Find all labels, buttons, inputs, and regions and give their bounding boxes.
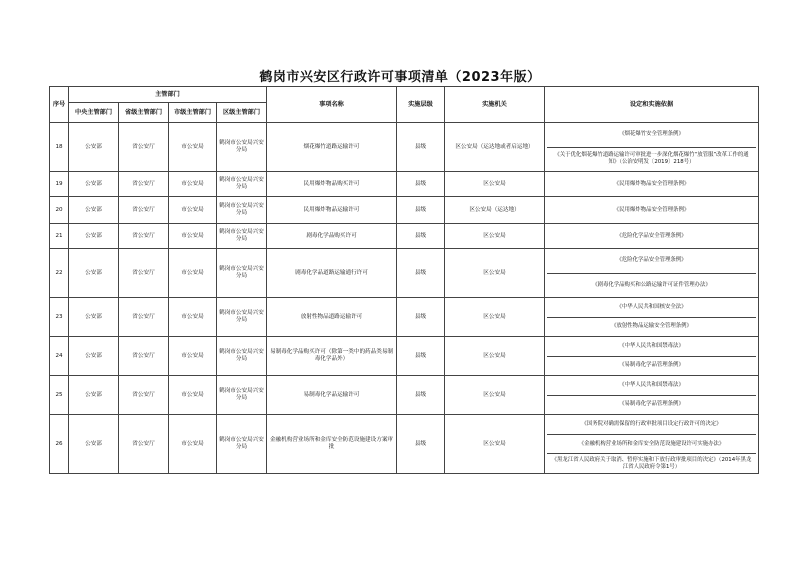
- header-province: 省级主管部门: [119, 103, 169, 123]
- table-row: [50, 172, 759, 197]
- basis-item: 《黑龙江省人民政府关于取消、暂停实施和下放行政审批项目的决定》（2014年黑龙江省人民政府令第1号）: [547, 453, 756, 473]
- seq-cell: 26: [50, 415, 69, 474]
- basis-cell: [545, 337, 759, 376]
- header-dept-group: 主管部门: [69, 87, 267, 103]
- city-dept-cell: 市公安局: [169, 337, 217, 376]
- seq-cell: 21: [50, 224, 69, 249]
- central-dept-cell: 公安部: [69, 172, 119, 197]
- seq-cell: 22: [50, 249, 69, 298]
- basis-item: 《关于优化烟花爆竹道路运输许可审批进一步深化烟花爆竹“放管服”改革工作的通知》（公治安明发〔2019〕218号）: [547, 147, 756, 172]
- basis-item: 《烟花爆竹安全管理条例》: [619, 131, 684, 138]
- basis-list: [547, 123, 756, 171]
- agency-cell: 区公安局: [445, 337, 545, 376]
- header-item-name: 事项名称: [267, 87, 397, 123]
- district-dept-cell: 鹤岗市公安局兴安分局: [217, 337, 267, 376]
- item-name-cell: 烟花爆竹道路运输许可: [267, 123, 397, 172]
- header-basis: 设定和实施依据: [545, 87, 759, 123]
- header-level: 实施层级: [397, 87, 445, 123]
- central-dept-cell: 公安部: [69, 197, 119, 224]
- basis-item: 《金融机构营业场所和金库安全防范设施建设许可实施办法》: [547, 434, 756, 454]
- seq-cell: 20: [50, 197, 69, 224]
- item-name-cell: 放射性物品道路运输许可: [267, 298, 397, 337]
- agency-cell: 区公安局: [445, 415, 545, 474]
- basis-cell: [545, 298, 759, 337]
- seq-cell: 18: [50, 123, 69, 172]
- central-dept-cell: 公安部: [69, 298, 119, 337]
- basis-item: 《易制毒化学品管理条例》: [547, 356, 756, 376]
- item-name-cell: 剧毒化学品购买许可: [267, 224, 397, 249]
- province-dept-cell: 省公安厅: [119, 337, 169, 376]
- basis-list: [547, 376, 756, 414]
- level-cell: 县级: [397, 337, 445, 376]
- level-cell: 县级: [397, 224, 445, 249]
- basis-cell: [545, 376, 759, 415]
- province-dept-cell: 省公安厅: [119, 224, 169, 249]
- seq-cell: 19: [50, 172, 69, 197]
- level-cell: 县级: [397, 172, 445, 197]
- table-row: [50, 415, 759, 474]
- basis-item: 《中华人民共和国禁毒法》: [619, 381, 684, 388]
- level-cell: 县级: [397, 415, 445, 474]
- table-row: [50, 197, 759, 224]
- agency-cell: 区公安局（运达地）: [445, 197, 545, 224]
- central-dept-cell: 公安部: [69, 249, 119, 298]
- item-name-cell: 易制毒化学品运输许可: [267, 376, 397, 415]
- city-dept-cell: 市公安局: [169, 298, 217, 337]
- level-cell: 县级: [397, 197, 445, 224]
- basis-item: 《易制毒化学品管理条例》: [547, 395, 756, 415]
- level-cell: 县级: [397, 123, 445, 172]
- level-cell: 县级: [397, 298, 445, 337]
- seq-cell: 24: [50, 337, 69, 376]
- central-dept-cell: 公安部: [69, 337, 119, 376]
- basis-item: 《中华人民共和国禁毒法》: [619, 342, 684, 349]
- basis-item: 《中华人民共和国核安全法》: [616, 303, 687, 310]
- province-dept-cell: 省公安厅: [119, 415, 169, 474]
- district-dept-cell: 鹤岗市公安局兴安分局: [217, 123, 267, 172]
- item-name-cell: 金融机构营业场所和金库安全防范设施建设方案审批: [267, 415, 397, 474]
- basis-list: [547, 172, 756, 196]
- table-row: [50, 123, 759, 172]
- basis-item: 《民用爆炸物品安全管理条例》: [613, 180, 690, 187]
- district-dept-cell: 鹤岗市公安局兴安分局: [217, 415, 267, 474]
- basis-cell: [545, 249, 759, 298]
- item-name-cell: 剧毒化学品道路运输通行许可: [267, 249, 397, 298]
- permit-table: [49, 86, 759, 474]
- item-name-cell: 民用爆炸物品购买许可: [267, 172, 397, 197]
- table-row: [50, 249, 759, 298]
- city-dept-cell: 市公安局: [169, 376, 217, 415]
- basis-item: 《危险化学品安全管理条例》: [616, 232, 687, 239]
- page-title: 鹤岗市兴安区行政许可事项清单（2023年版）: [259, 70, 541, 85]
- basis-item: 《国务院对确需保留的行政审批项目设定行政许可的决定》: [581, 420, 722, 427]
- seq-cell: 23: [50, 298, 69, 337]
- item-name-cell: 易制毒化学品购买许可（除第一类中的药品类易制毒化学品外）: [267, 337, 397, 376]
- basis-cell: [545, 172, 759, 197]
- basis-cell: [545, 415, 759, 474]
- basis-list: [547, 415, 756, 473]
- table-row: [50, 224, 759, 249]
- city-dept-cell: 市公安局: [169, 249, 217, 298]
- item-name-cell: 民用爆炸物品运输许可: [267, 197, 397, 224]
- header-district: 区级主管部门: [217, 103, 267, 123]
- basis-list: [547, 197, 756, 223]
- province-dept-cell: 省公安厅: [119, 197, 169, 224]
- basis-item: 《危险化学品安全管理条例》: [616, 257, 687, 264]
- basis-list: [547, 298, 756, 336]
- central-dept-cell: 公安部: [69, 376, 119, 415]
- agency-cell: 区公安局: [445, 298, 545, 337]
- table-row: [50, 337, 759, 376]
- seq-cell: 25: [50, 376, 69, 415]
- level-cell: 县级: [397, 249, 445, 298]
- city-dept-cell: 市公安局: [169, 172, 217, 197]
- district-dept-cell: 鹤岗市公安局兴安分局: [217, 376, 267, 415]
- basis-cell: [545, 224, 759, 249]
- header-agency: 实施机关: [445, 87, 545, 123]
- city-dept-cell: 市公安局: [169, 123, 217, 172]
- header-seq: 序号: [50, 87, 69, 123]
- agency-cell: 区公安局: [445, 224, 545, 249]
- basis-item: 《放射性物品运输安全管理条例》: [547, 317, 756, 337]
- district-dept-cell: 鹤岗市公安局兴安分局: [217, 197, 267, 224]
- district-dept-cell: 鹤岗市公安局兴安分局: [217, 172, 267, 197]
- province-dept-cell: 省公安厅: [119, 376, 169, 415]
- city-dept-cell: 市公安局: [169, 415, 217, 474]
- district-dept-cell: 鹤岗市公安局兴安分局: [217, 298, 267, 337]
- agency-cell: 区公安局: [445, 249, 545, 298]
- table-row: [50, 376, 759, 415]
- basis-cell: [545, 197, 759, 224]
- province-dept-cell: 省公安厅: [119, 172, 169, 197]
- basis-item: 《剧毒化学品购买和公路运输许可证件管理办法》: [547, 273, 756, 298]
- table-row: [50, 298, 759, 337]
- header-central: 中央主管部门: [69, 103, 119, 123]
- basis-cell: [545, 123, 759, 172]
- province-dept-cell: 省公安厅: [119, 249, 169, 298]
- province-dept-cell: 省公安厅: [119, 298, 169, 337]
- province-dept-cell: 省公安厅: [119, 123, 169, 172]
- district-dept-cell: 鹤岗市公安局兴安分局: [217, 224, 267, 249]
- city-dept-cell: 市公安局: [169, 197, 217, 224]
- agency-cell: 区公安局: [445, 172, 545, 197]
- agency-cell: 区公安局（运达地或者启运地）: [445, 123, 545, 172]
- basis-item: 《民用爆炸物品安全管理条例》: [613, 206, 690, 213]
- agency-cell: 区公安局: [445, 376, 545, 415]
- district-dept-cell: 鹤岗市公安局兴安分局: [217, 249, 267, 298]
- city-dept-cell: 市公安局: [169, 224, 217, 249]
- basis-list: [547, 337, 756, 375]
- level-cell: 县级: [397, 376, 445, 415]
- central-dept-cell: 公安部: [69, 224, 119, 249]
- basis-list: [547, 224, 756, 248]
- basis-list: [547, 249, 756, 297]
- header-city: 市级主管部门: [169, 103, 217, 123]
- central-dept-cell: 公安部: [69, 123, 119, 172]
- central-dept-cell: 公安部: [69, 415, 119, 474]
